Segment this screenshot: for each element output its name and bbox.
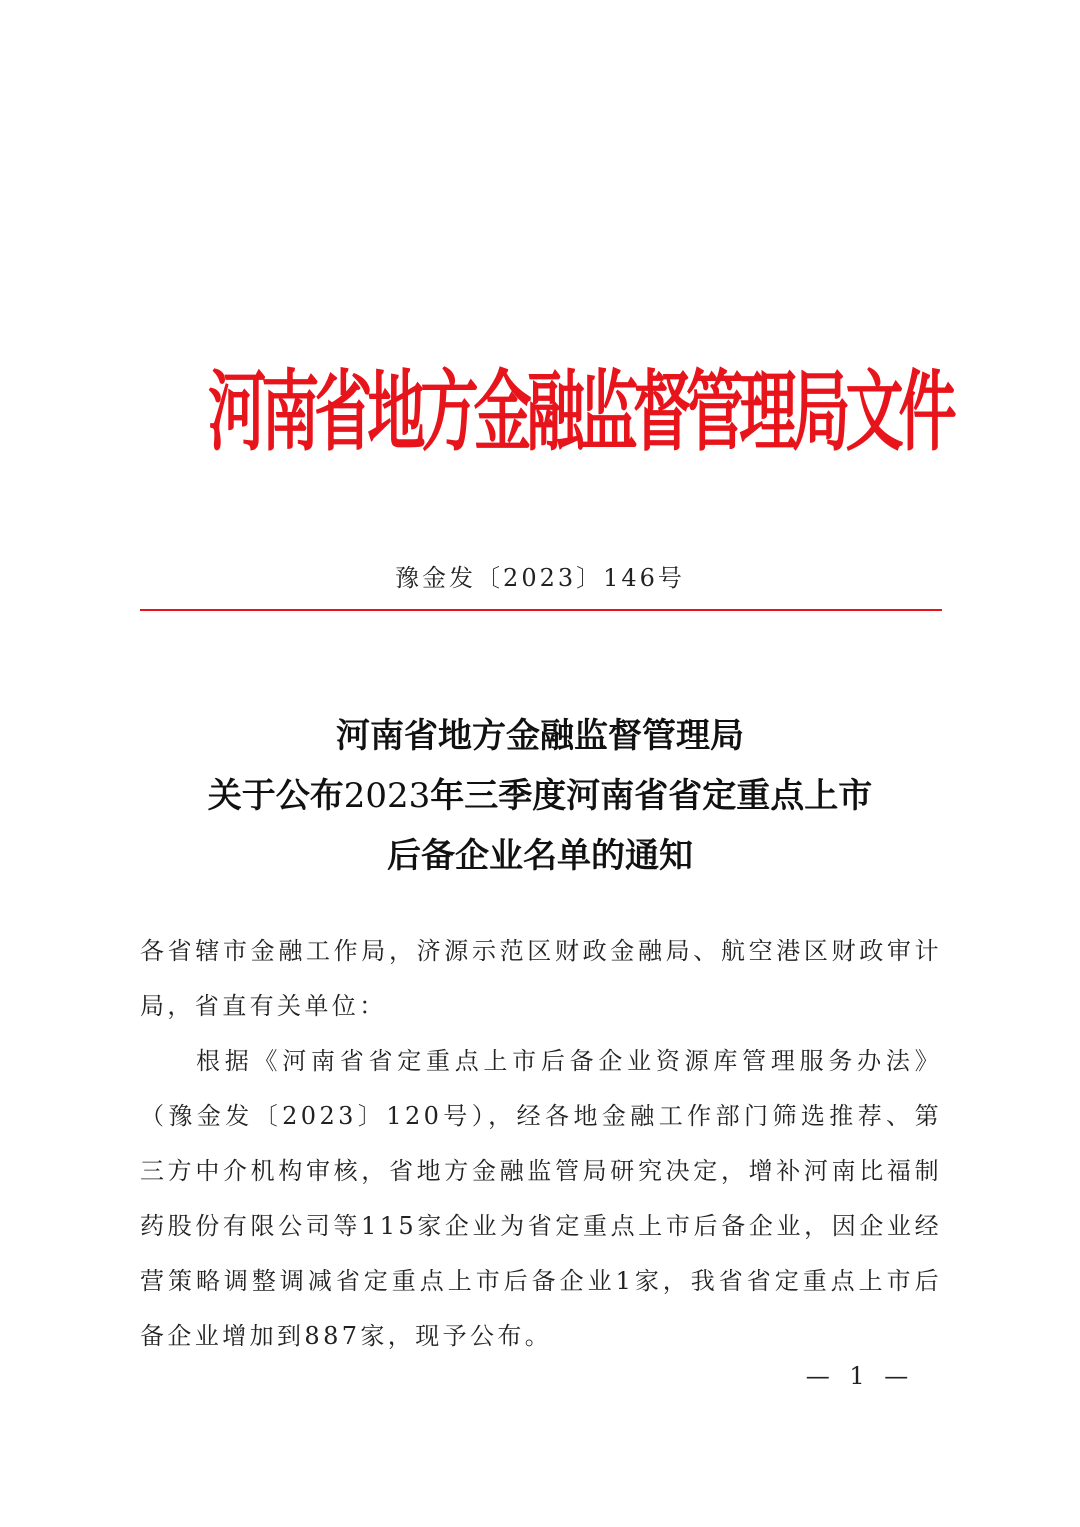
- notice-title-line-3: 后备企业名单的通知: [387, 836, 693, 876]
- salutation: 各省辖市金融工作局，济源示范区财政金融局、航空港区财政审计局，省直有关单位：: [140, 937, 942, 1020]
- body-paragraph-1: 根据《河南省省定重点上市后备企业资源库管理服务办法》（豫金发〔2023〕120号），经各地金融工作部门筛选推荐、第三方中介机构审核，省地方金融监管局研究决定，增补河南比福制药股份有限公司等115家企业为省定重点上市后备企业，因企业经营策略调整调减省定重点上市后备企业1家，我省省定重点上市后备企业增加到887家，现予公布。: [140, 1047, 942, 1350]
- document-number: 豫金发〔2023〕146号: [395, 564, 685, 592]
- notice-title-line-2-suffix: 年三季度河南省省定重点上市: [430, 776, 873, 816]
- notice-title-line-1: 河南省地方金融监督管理局: [336, 716, 744, 756]
- page-number: — 1 —: [805, 1362, 915, 1390]
- notice-title: [140, 706, 940, 886]
- red-divider-line: [140, 609, 942, 611]
- notice-body: [140, 924, 942, 1364]
- notice-title-year: 2023: [343, 776, 431, 816]
- masthead-title: 河南省地方金融监督管理局文件: [208, 360, 952, 464]
- notice-title-line-2: [140, 766, 940, 826]
- notice-title-line-2-prefix: 关于公布: [207, 776, 344, 816]
